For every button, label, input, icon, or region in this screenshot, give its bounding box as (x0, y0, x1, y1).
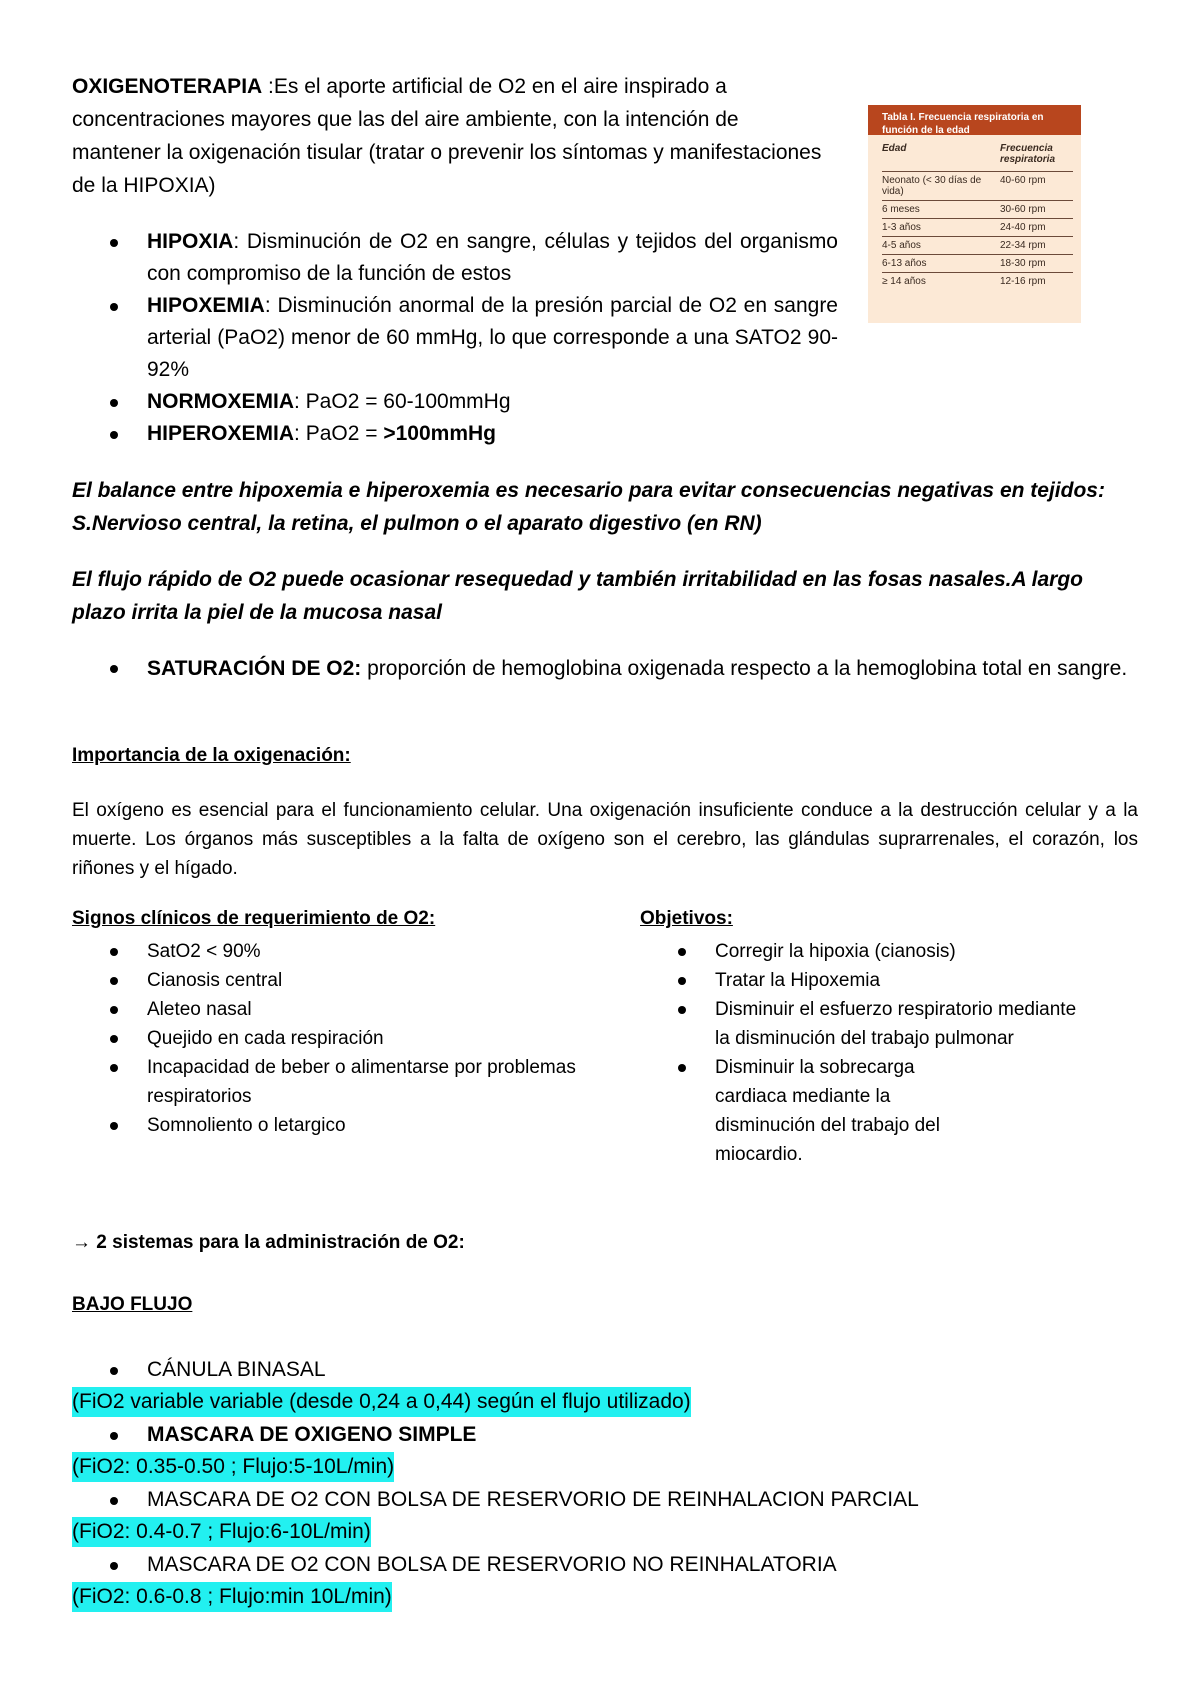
table-row (882, 200, 1073, 218)
list-item (72, 418, 838, 450)
definition-value: >100mmHg (383, 422, 496, 445)
rate-cell: 40-60 rpm (1000, 175, 1046, 186)
balance-note: El balance entre hipoxemia e hiperoxemia es necesario para evitar consecuencias negativas en tejidos: S.Nervioso central, la retina, el pulmon o el aparato digestivo (en RN) (72, 479, 1105, 535)
age-cell: 6 meses (882, 204, 920, 215)
list-item (72, 226, 838, 290)
age-cell: 1-3 años (882, 222, 921, 233)
table-row (882, 236, 1073, 254)
fio2-highlight: (FiO2: 0.6-0.8 ; Flujo:min 10L/min) (72, 1582, 392, 1612)
definition-term: HIPOXIA (147, 230, 234, 253)
importance-text: El oxígeno es esencial para el funcionamiento celular. Una oxigenación insuficiente conduce a la destrucción celular y a la muerte. Los órganos más susceptibles a la falta de oxígeno son el cerebro, las glándulas suprarrenales, el corazón, los riñones y el hígado. (72, 800, 1138, 879)
list-item: MASCARA DE OXIGENO SIMPLE (72, 1419, 1152, 1451)
respiratory-rate-table (868, 105, 1081, 323)
age-cell: ≥ 14 años (882, 276, 926, 287)
table-row (882, 254, 1073, 272)
col-rate-header: Frecuencia respiratoria (1000, 143, 1056, 165)
definition-text: : Disminución de O2 en sangre, células y tejidos del organismo con compromiso de la función de estos (147, 230, 838, 285)
fio2-highlight: (FiO2: 0.4-0.7 ; Flujo:6-10L/min) (72, 1517, 371, 1547)
definition-term: HIPOXEMIA (147, 294, 265, 317)
objectives-heading: Objetivos: (640, 908, 733, 929)
age-cell: 6-13 años (882, 258, 927, 269)
rate-cell: 24-40 rpm (1000, 222, 1046, 233)
age-cell: 4-5 años (882, 240, 921, 251)
saturation-term: SATURACIÓN DE O2: (147, 657, 362, 680)
rate-cell: 22-34 rpm (1000, 240, 1046, 251)
flow-note: El flujo rápido de O2 puede ocasionar resequedad y también irritabilidad en las fosas nasales.A largo plazo irrita la piel de la mucosa nasal (72, 568, 1084, 624)
list-item (72, 386, 838, 418)
age-cell: Neonato (< 30 días de vida) (882, 175, 982, 197)
table-row (882, 272, 1073, 290)
saturation-list (72, 652, 1138, 685)
low-flow-heading: BAJO FLUJO (72, 1294, 193, 1315)
rate-cell: 18-30 rpm (1000, 258, 1046, 269)
intro-text: :Es el aporte artificial de O2 en el aire inspirado a concentraciones mayores que las del aire ambiente, con la intención de mantener la oxigenación tisular (tratar o prevenir los síntomas y manifestaciones de la HIPOXIA) (72, 75, 822, 197)
list-item: MASCARA DE O2 CON BOLSA DE RESERVORIO DE REINHALACION PARCIAL (72, 1484, 1152, 1516)
signs-list (72, 937, 592, 1140)
saturation-text: proporción de hemoglobina oxigenada respecto a la hemoglobina total en sangre. (361, 657, 1128, 680)
definition-text: : PaO2 = (294, 422, 384, 445)
table-row (882, 171, 1073, 200)
list-item: Aleteo nasal (72, 995, 592, 1024)
list-item (72, 652, 1138, 685)
table-row (882, 218, 1073, 236)
rate-cell: 30-60 rpm (1000, 204, 1046, 215)
list-item: Cianosis central (72, 966, 592, 995)
list-item: SatO2 < 90% (72, 937, 592, 966)
objectives-list (640, 937, 1080, 1169)
list-item: Disminuir la sobrecarga cardiaca mediante la disminución del trabajo del miocardio. (640, 1053, 975, 1169)
list-item: Somnoliento o letargico (72, 1111, 592, 1140)
list-item: Incapacidad de beber o alimentarse por problemas respiratorios (72, 1053, 592, 1111)
systems-heading: → 2 sistemas para la administración de O2: (72, 1232, 465, 1253)
list-item: CÁNULA BINASAL (72, 1354, 1152, 1386)
list-item: Quejido en cada respiración (72, 1024, 592, 1053)
definition-text: : PaO2 = 60-100mmHg (294, 390, 511, 413)
definition-term: NORMOXEMIA (147, 390, 294, 413)
importance-heading: Importancia de la oxigenación: (72, 745, 351, 766)
list-item: MASCARA DE O2 CON BOLSA DE RESERVORIO NO REINHALATORIA (72, 1549, 1152, 1581)
list-item (72, 290, 838, 386)
col-age-header: Edad (882, 143, 907, 154)
rate-cell: 12-16 rpm (1000, 276, 1046, 287)
table-header (868, 143, 1081, 171)
list-item: Disminuir el esfuerzo respiratorio mediante la disminución del trabajo pulmonar (640, 995, 1080, 1053)
signs-heading: Signos clínicos de requerimiento de O2: (72, 908, 436, 929)
definition-text: : Disminución anormal de la presión parcial de O2 en sangre arterial (PaO2) menor de 60 mmHg, lo que corresponde a una SATO2 90-92% (147, 294, 838, 381)
intro-term: OXIGENOTERAPIA (72, 75, 263, 98)
fio2-highlight: (FiO2 variable variable (desde 0,24 a 0,44) según el flujo utilizado) (72, 1387, 691, 1417)
intro-paragraph (72, 70, 832, 202)
list-item: Tratar la Hipoxemia (640, 966, 1080, 995)
definitions-list (72, 226, 838, 450)
definition-term: HIPEROXEMIA (147, 422, 295, 445)
low-flow-list (72, 1354, 1152, 1614)
list-item: Corregir la hipoxia (cianosis) (640, 937, 1080, 966)
fio2-highlight: (FiO2: 0.35-0.50 ; Flujo:5-10L/min) (72, 1452, 394, 1482)
table-title: Tabla I. Frecuencia respiratoria en función de la edad (868, 105, 1081, 135)
